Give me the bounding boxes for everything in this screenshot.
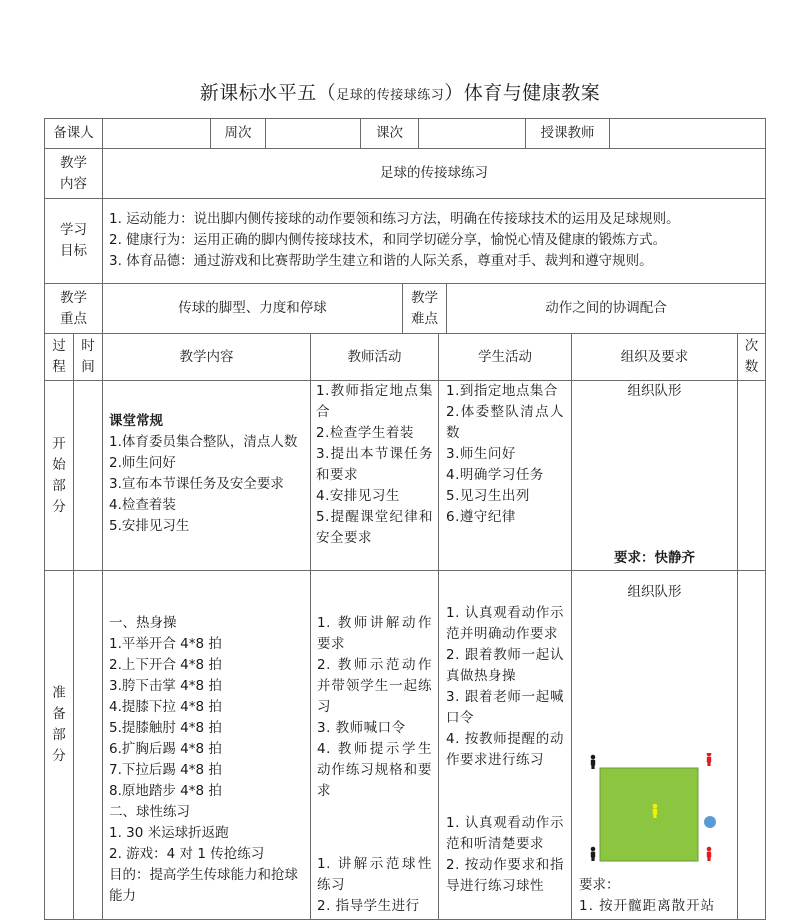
- section-start-name: [44, 380, 74, 571]
- content-label-line1: 教学: [60, 154, 87, 171]
- key-point-label: [44, 283, 103, 334]
- section-start-time: [73, 380, 103, 571]
- objectives-label: [44, 198, 103, 284]
- student-item: 2. 跟着教师一起认真做热身操: [446, 647, 564, 684]
- section-start-teacher: [310, 380, 439, 571]
- key-point-value: [102, 283, 403, 334]
- content-item: 2.师生问好: [109, 455, 176, 471]
- student-item: 3.师生问好: [446, 446, 516, 462]
- col-count-line2: 数: [744, 359, 759, 375]
- content-label-line2: 内容: [60, 175, 87, 192]
- student-item: 2. 按动作要求和指导进行练习球性: [446, 857, 564, 894]
- title-suffix: ）体育与健康教案: [444, 82, 601, 104]
- teacher-item: 4. 教师提示学生动作练习规格和要求: [317, 741, 432, 799]
- col-teacher-text: 教师活动: [347, 348, 402, 365]
- section-char: 分: [52, 748, 66, 764]
- lesson-label-text: 课次: [376, 125, 403, 141]
- col-teacher: [310, 333, 439, 381]
- col-student-text: 学生活动: [478, 348, 532, 365]
- student-item: 1. 认真观看动作示范并明确动作要求: [446, 605, 564, 642]
- col-time-line1: 时: [81, 338, 95, 354]
- difficulty-label-line2: 难点: [411, 310, 438, 327]
- section-char: 分: [52, 498, 66, 515]
- col-student: [438, 333, 572, 381]
- section-start-student: [438, 380, 572, 571]
- key-point-label-line2: 重点: [60, 310, 87, 327]
- student-item: 4.明确学习任务: [446, 467, 544, 483]
- page-title: [0, 78, 800, 105]
- content-item: 4.检查着装: [109, 497, 176, 513]
- col-process-line1: 过: [52, 338, 66, 354]
- content-label: [44, 148, 103, 199]
- player-team-a-icon: [591, 847, 596, 861]
- student-item: 4. 按教师提醒的动作要求进行练习: [446, 731, 564, 768]
- content-item: 1. 30 米运球折返跑: [109, 825, 229, 841]
- lesson-label: [360, 118, 419, 149]
- ball-icon: [704, 816, 716, 828]
- section-prep-name: [44, 570, 74, 920]
- objectives-list: [102, 198, 766, 284]
- section-prep-student: [438, 570, 572, 920]
- col-process: [44, 333, 74, 381]
- section-prep-content: [102, 570, 311, 920]
- col-content: [102, 333, 311, 381]
- col-count-line1: 次: [744, 338, 759, 354]
- col-time: [73, 333, 103, 381]
- section-prep-teacher: [310, 570, 439, 920]
- section-char: 开: [52, 435, 66, 452]
- difficulty-label-line1: 教学: [411, 289, 438, 306]
- key-point-label-line1: 教学: [60, 289, 87, 306]
- teacher-item: 2.检查学生着装: [316, 425, 414, 441]
- content-item: 2. 游戏：4 对 1 传抢练习: [109, 846, 265, 862]
- org-title: 组织队形: [627, 584, 682, 600]
- col-count: [737, 333, 766, 381]
- week-value[interactable]: [265, 118, 361, 149]
- objective-item: 2. 健康行为：运用正确的脚内侧传接球技术，和同学切磋分享，愉悦心情及健康的锻炼方式。: [109, 232, 667, 248]
- teacher-label: [525, 118, 610, 149]
- student-item: 1.到指定地点集合: [446, 383, 558, 399]
- teacher-label-text: 授课教师: [540, 125, 595, 141]
- student-item: 5.见习生出列: [446, 488, 530, 504]
- objectives-label-line1: 学习: [60, 222, 87, 238]
- org-requirement: 要求：快静齐: [614, 550, 695, 566]
- teacher-item: 1.教师指定地点集合: [316, 383, 433, 420]
- content-item: 3.宣布本节课任务及安全要求: [109, 476, 284, 492]
- teacher-item: 4.安排见习生: [316, 488, 400, 504]
- objective-item: 1. 运动能力：说出脚内侧传接球的动作要领和练习方法，明确在传接球技术的运用及足球规则。: [109, 211, 680, 227]
- content-item: 1.平举开合 4*8 拍: [109, 636, 222, 652]
- section-start-organization: [571, 380, 738, 571]
- key-point-text: 传球的脚型、力度和停球: [178, 300, 327, 316]
- content-item: 一、热身操: [109, 615, 177, 631]
- routine-heading: 课堂常规: [109, 413, 163, 429]
- content-item: 4.提膝下拉 4*8 拍: [109, 699, 222, 715]
- player-team-a-icon: [591, 755, 596, 769]
- org-requirement-label: 要求：: [579, 877, 620, 893]
- content-item: 5.安排见习生: [109, 518, 190, 534]
- objective-item: 3. 体育品德：通过游戏和比赛帮助学生建立和谐的人际关系，尊重对手、裁判和遵守规则。: [109, 253, 653, 269]
- preparer-value[interactable]: [102, 118, 211, 149]
- section-prep-count: [737, 570, 766, 920]
- content-item: 5.提膝触肘 4*8 拍: [109, 720, 222, 736]
- col-organization: [571, 333, 738, 381]
- practice-field: [600, 768, 698, 861]
- difficulty-text: 动作之间的协调配合: [545, 300, 667, 316]
- content-value: [102, 148, 766, 199]
- section-char: 备: [52, 706, 66, 722]
- teacher-item: 1. 讲解示范球性练习: [317, 856, 432, 893]
- col-process-line2: 程: [52, 359, 66, 375]
- section-start-content: [102, 380, 311, 571]
- content-value-text: 足球的传接球练习: [380, 165, 488, 181]
- student-item: 2.体委整队清点人数: [446, 404, 564, 441]
- teacher-item: 2. 指导学生进行: [317, 898, 420, 914]
- section-char: 始: [52, 456, 66, 473]
- content-item: 3.胯下击掌 4*8 拍: [109, 678, 222, 694]
- section-prep-time: [73, 570, 103, 920]
- week-label-text: 周次: [224, 125, 252, 141]
- student-item: 1. 认真观看动作示范和听清楚要求: [446, 815, 564, 852]
- teacher-item: 3.提出本节课任务和要求: [316, 446, 433, 483]
- objectives-label-line2: 目标: [60, 243, 87, 259]
- col-content-text: 教学内容: [179, 348, 234, 365]
- col-organization-text: 组织及要求: [620, 348, 689, 365]
- content-item: 二、球性练习: [109, 804, 190, 820]
- content-item: 1.体育委员集合整队，清点人数: [109, 434, 298, 450]
- student-item: 6.遵守纪律: [446, 509, 516, 525]
- teacher-item: 5.提醒课堂纪律和安全要求: [316, 509, 433, 546]
- org-requirement-item: 1. 按开髋距离散开站: [579, 898, 716, 914]
- teacher-item: 1. 教师讲解动作要求: [317, 615, 432, 652]
- teacher-item: 2. 教师示范动作并带领学生一起练习: [317, 657, 432, 715]
- title-prefix: 新课标水平五（: [199, 82, 337, 104]
- difficulty-value: [446, 283, 766, 334]
- section-prep-organization: [571, 570, 738, 920]
- content-item: 8.原地踏步 4*8 拍: [109, 783, 222, 799]
- content-item: 6.扩胸后踢 4*8 拍: [109, 741, 222, 757]
- student-item: 3. 跟着老师一起喊口令: [446, 689, 564, 726]
- org-title: 组织队形: [627, 383, 682, 399]
- content-item: 2.上下开合 4*8 拍: [109, 657, 222, 673]
- teacher-item: 3. 教师喊口令: [317, 720, 406, 736]
- section-start-count: [737, 380, 766, 571]
- section-char: 部: [52, 477, 66, 494]
- content-item: 目的：提高学生传球能力和抢球能力: [109, 867, 298, 904]
- col-time-line2: 间: [81, 359, 95, 375]
- teacher-value[interactable]: [609, 118, 766, 149]
- preparer-label-text: 备课人: [53, 125, 94, 141]
- player-team-b-icon: [707, 753, 712, 766]
- preparer-label: [44, 118, 103, 149]
- section-char: 准: [52, 685, 66, 701]
- week-label: [210, 118, 266, 149]
- section-char: 部: [52, 727, 66, 743]
- difficulty-label: [402, 283, 447, 334]
- formation-diagram: [586, 753, 726, 871]
- content-item: 7.下拉后踢 4*8 拍: [109, 762, 222, 778]
- player-team-b-icon: [707, 847, 712, 861]
- lesson-value[interactable]: [418, 118, 526, 149]
- title-subject: 足球的传接球练习: [336, 88, 445, 103]
